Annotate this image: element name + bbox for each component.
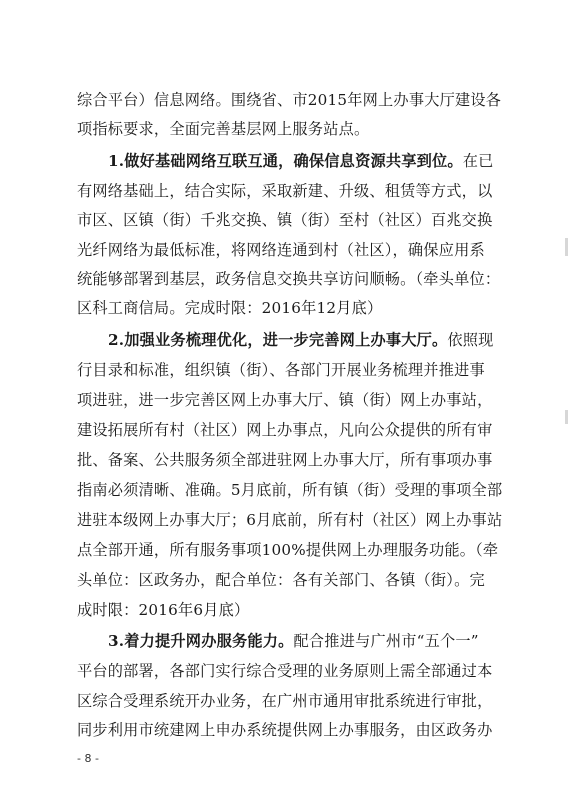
text-line: 同步利用市统建网上申办系统提供网上办事服务，由区政务办: [77, 721, 493, 739]
text-line: 项进驻，进一步完善区网上办事大厅、镇（街）网上办事站，: [77, 391, 493, 409]
text-line: 进驻本级网上办事大厅；6月底前，所有村（社区）网上办事站: [77, 511, 503, 529]
section-heading-line: 2.加强业务梳理优化，进一步完善网上办事大厅。依照现: [108, 331, 494, 349]
text-line: 指南必须清晰、准确。5月底前，所有镇（街）受理的事项全部: [77, 481, 503, 499]
scan-mark: [565, 238, 568, 256]
text-line: 有网络基础上，结合实际，采取新建、升级、租赁等方式，以: [77, 182, 493, 200]
page-number: - 8 -: [77, 752, 99, 765]
text-line: 点全部开通，所有服务事项100%提供网上办理服务功能。（牵: [77, 541, 499, 559]
text-line: 统能够部署到基层，政务信息交换共享访问顺畅。（牵头单位：: [77, 270, 501, 288]
text-line: 光纤网络为最低标准，将网络连通到村（社区），确保应用系: [77, 241, 485, 259]
text-line: 行目录和标准，组织镇（街）、各部门开展业务梳理并推进事: [77, 361, 485, 379]
text-line: 批、备案、公共服务须全部进驻网上办事大厅，所有事项办事: [77, 451, 493, 469]
section-heading-line: 1.做好基础网络互联互通，确保信息资源共享到位。在已: [108, 152, 494, 170]
section-heading: 3.着力提升网办服务能力。: [108, 632, 294, 650]
text-line: 区综合受理系统开办业务，在广州市通用审批系统进行审批，: [77, 692, 493, 710]
text-line: 区科工商信局。完成时限：2016年12月底）: [77, 299, 383, 317]
section-heading: 2.加强业务梳理优化，进一步完善网上办事大厅。: [108, 331, 448, 349]
text-line: 平台的部署，各部门实行综合受理的业务原则上需全部通过本: [77, 662, 493, 680]
text-line: 建设拓展所有村（社区）网上办事点，凡向公众提供的所有审: [77, 421, 493, 439]
text-line: 综合平台）信息网络。围绕省、市2015年网上办事大厅建设各: [77, 91, 502, 109]
text-line: 头单位：区政务办，配合单位：各有关部门、各镇（街）。完: [77, 571, 485, 589]
text-line: 项指标要求，全面完善基层网上服务站点。: [77, 120, 370, 138]
section-heading: 1.做好基础网络互联互通，确保信息资源共享到位。: [108, 152, 463, 170]
section-heading-line: 3.着力提升网办服务能力。配合推进与广州市“五个一”: [108, 632, 479, 650]
text-line: 成时限：2016年6月底）: [77, 601, 250, 619]
scan-mark: [565, 410, 568, 424]
text-line: 市区、区镇（街）千兆交换、镇（街）至村（社区）百兆交换: [77, 211, 493, 229]
